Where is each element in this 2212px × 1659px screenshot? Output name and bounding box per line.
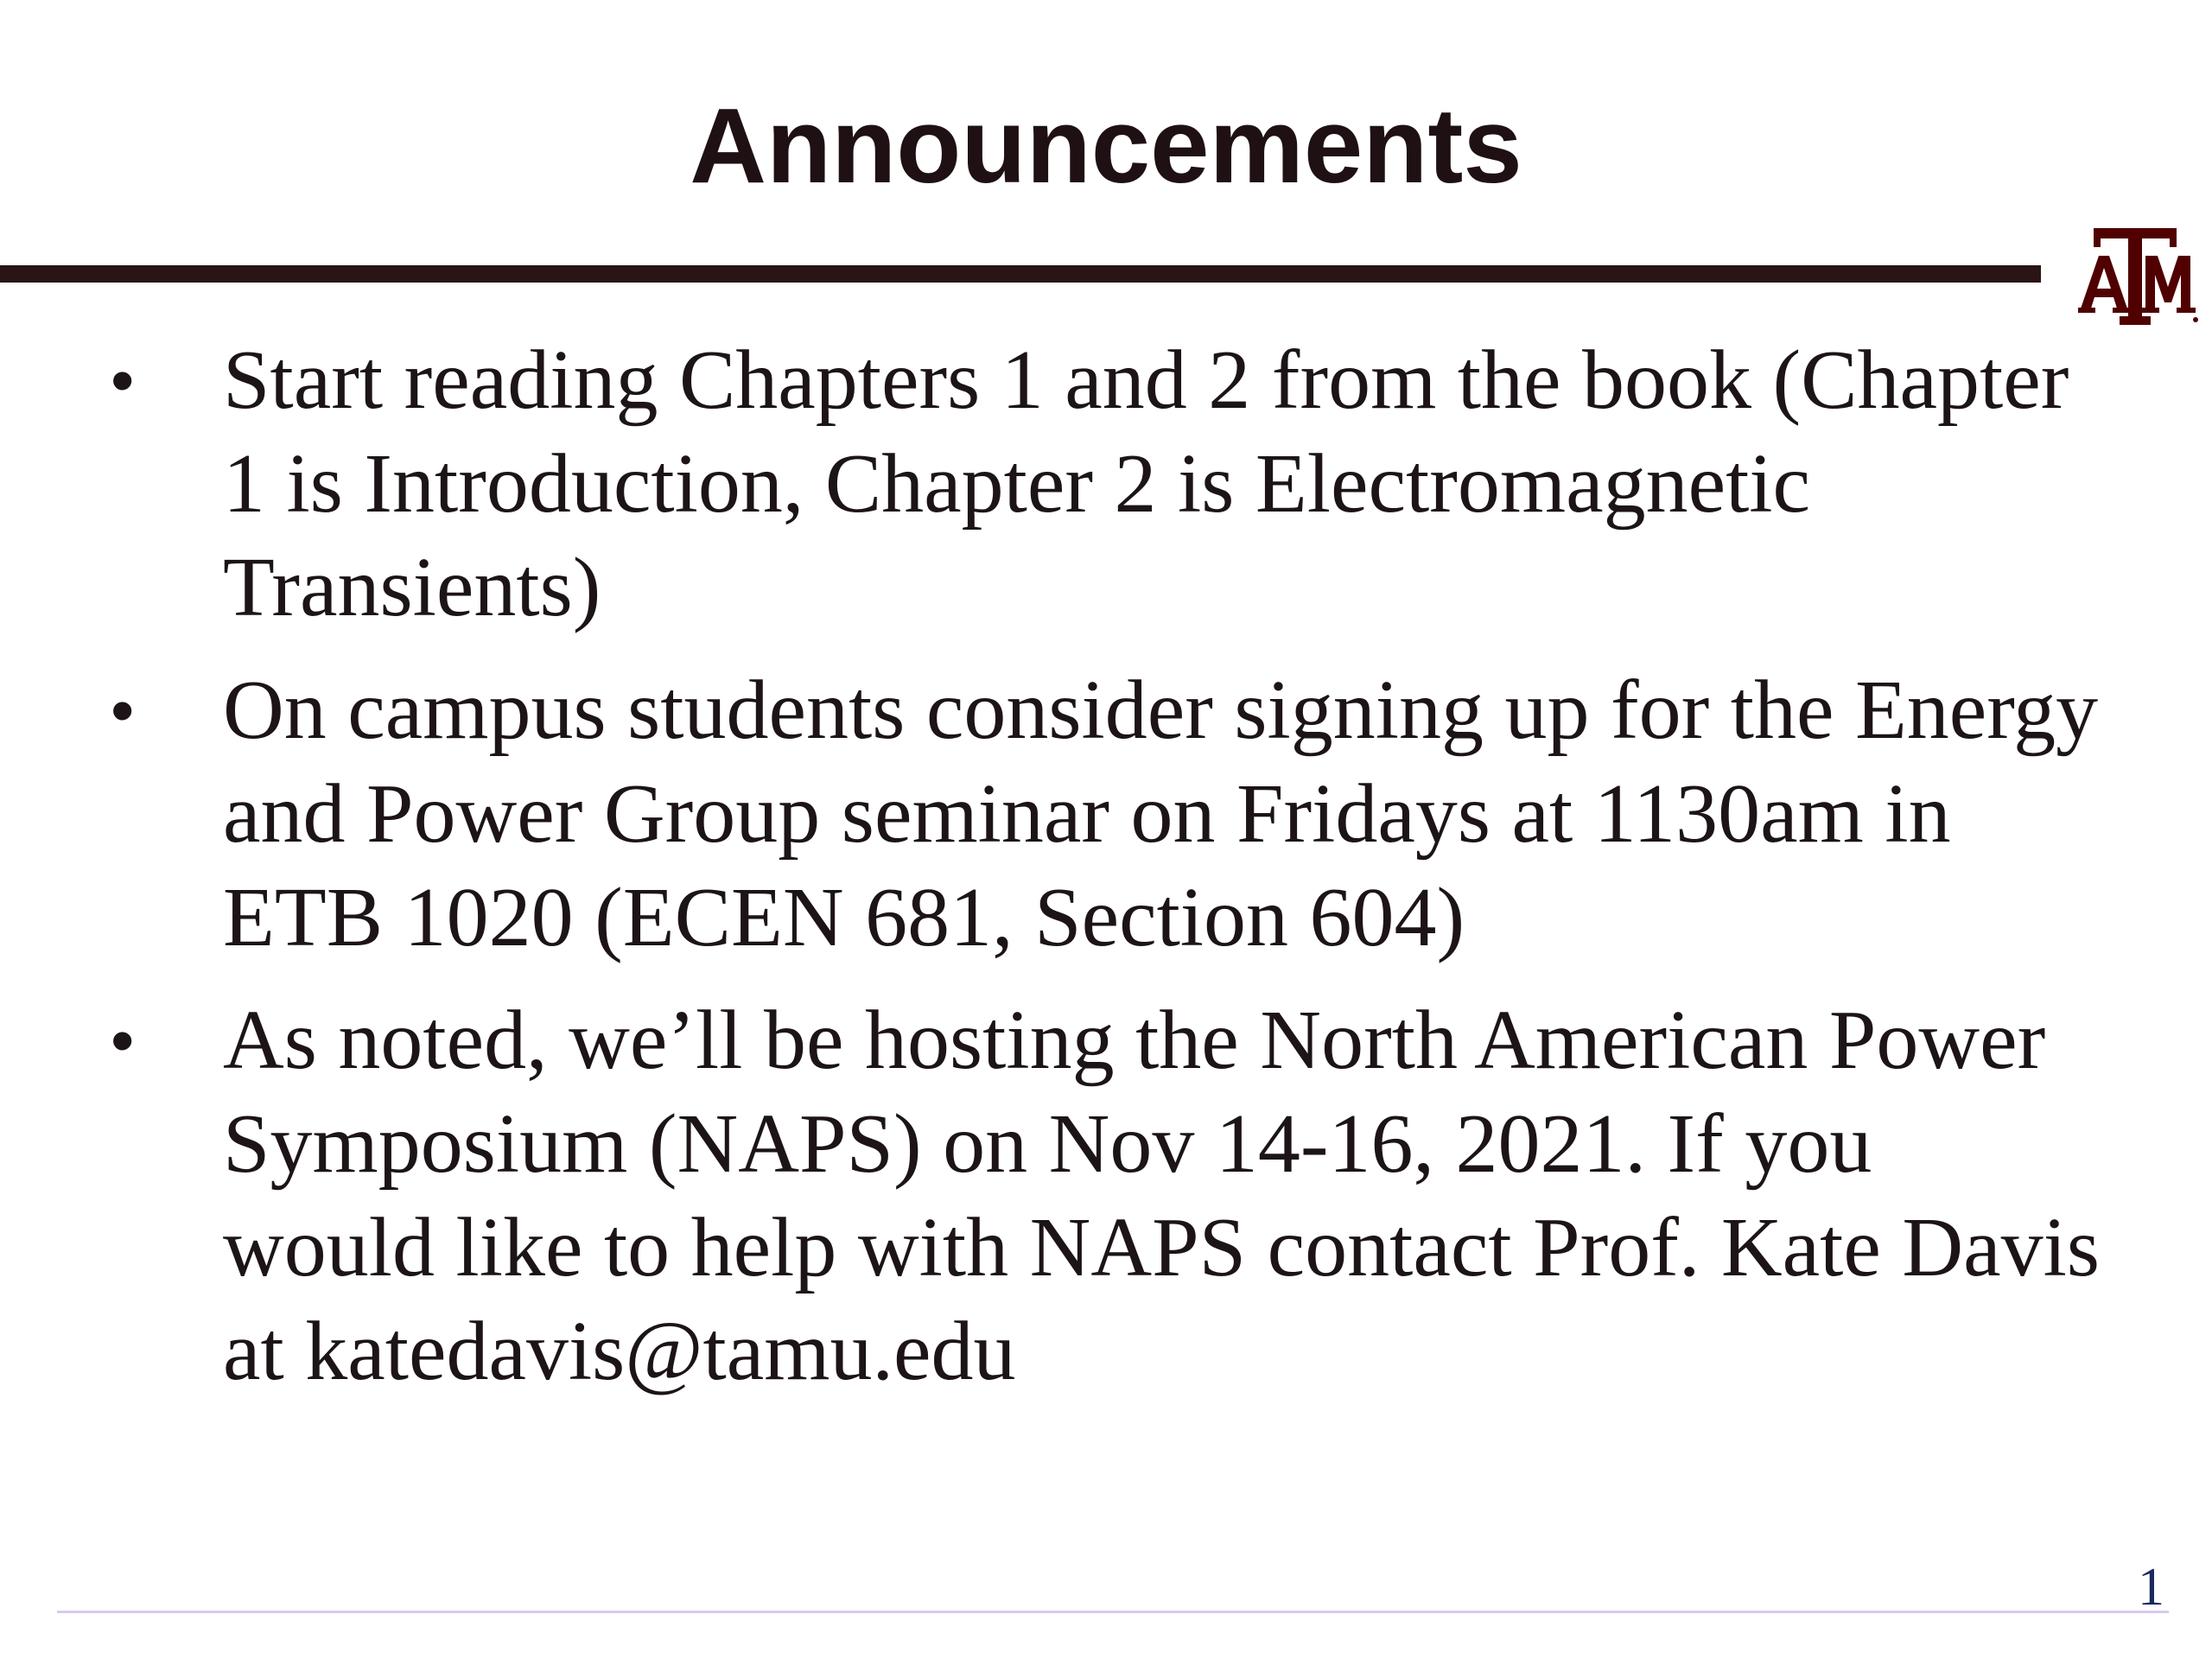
list-item [0, 658, 2212, 969]
list-item [0, 328, 2212, 639]
bullet-text: Start reading Chapters 1 and 2 from the book (Chapter 1 is Introduction, Chapter 2 is Electromagnetic Transients) [223, 334, 2069, 634]
slide-title: Announcements [690, 87, 1522, 206]
texas-am-logo-icon [2078, 226, 2201, 328]
bullet-marker: • [111, 1002, 135, 1078]
bullet-text: On campus students consider signing up for the Energy and Power Group seminar on Fridays at 1130am in ETB 1020 (ECEN 681, Section 604) [223, 664, 2099, 964]
announcement-list [0, 328, 2212, 1422]
page-number: 1 [2138, 1558, 2164, 1617]
bullet-marker: • [111, 342, 135, 418]
bullet-text: As noted, we’ll be hosting the North American Power Symposium (NAPS) on Nov 14-16, 2021. If you would like to help with NAPS contact Prof. Kate Davis at katedavis@tamu.edu [223, 994, 2101, 1398]
bullet-marker: • [111, 672, 135, 748]
list-item [0, 988, 2212, 1403]
footer-divider [57, 1611, 2169, 1613]
title-divider [0, 265, 2041, 283]
